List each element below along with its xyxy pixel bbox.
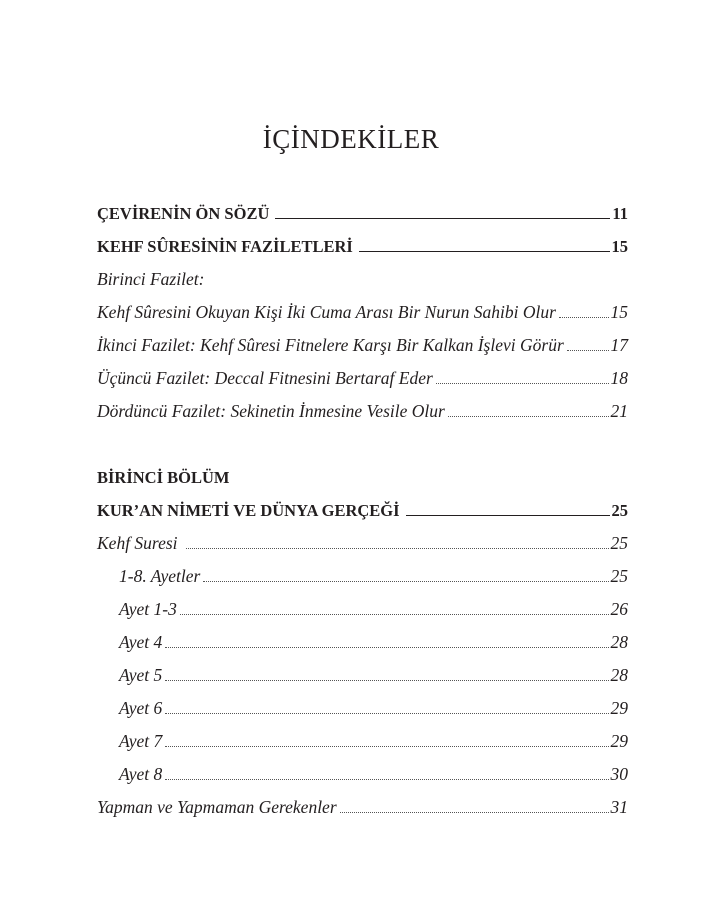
toc-entry-page: 25 — [610, 533, 628, 553]
leader-dots — [203, 581, 608, 582]
toc-entry-page: 17 — [610, 335, 628, 355]
toc-entry-page: 28 — [610, 632, 628, 652]
toc-entry-label: Ayet 1-3 — [119, 599, 177, 619]
leader-line — [406, 515, 610, 516]
toc-entry-label: Ayet 4 — [119, 632, 163, 652]
toc-entry-label: Ayet 5 — [119, 665, 163, 685]
toc-entry-page: 31 — [610, 797, 628, 817]
leader-dots — [165, 746, 608, 747]
toc-entry-yapman — [97, 792, 628, 818]
toc-entry-label: Dördüncü Fazilet: Sekinetin İnmesine Vesile Olur — [97, 401, 445, 421]
toc-entry-page: 15 — [611, 237, 628, 256]
leader-dots — [340, 812, 609, 813]
toc-entry-page: 11 — [612, 204, 628, 223]
toc-entry-label: Ayet 7 — [119, 731, 163, 751]
toc-entry-label: Yapman ve Yapmaman Gerekenler — [97, 797, 337, 817]
toc-entry-ayet-8 — [97, 759, 628, 785]
leader-dots — [165, 713, 608, 714]
toc-entry-page: 26 — [610, 599, 628, 619]
toc-entry-ayetler-1-8 — [97, 561, 628, 587]
toc-entry-ayet-4 — [97, 627, 628, 653]
leader-dots — [186, 548, 609, 549]
toc-entry-ayet-5 — [97, 660, 628, 686]
toc-entry-page: 15 — [610, 302, 628, 322]
toc-entry-page: 29 — [610, 698, 628, 718]
toc-entry-page: 28 — [610, 665, 628, 685]
toc-entry-label: 1-8. Ayetler — [119, 566, 201, 586]
toc-entry-page: 25 — [610, 566, 628, 586]
leader-dots — [559, 317, 609, 318]
toc-entry-dorduncu-fazilet — [97, 396, 628, 422]
toc-entry-label: Kehf Suresi — [97, 533, 178, 553]
leader-dots — [165, 647, 608, 648]
toc-entry-ayet-6 — [97, 693, 628, 719]
toc-entry-label: Üçüncü Fazilet: Deccal Fitnesini Bertaraf Eder — [97, 368, 433, 388]
toc-entry-ucuncu-fazilet — [97, 363, 628, 389]
toc-entry-faziletler — [97, 231, 628, 257]
leader-dots — [165, 779, 608, 780]
toc-entry-birinci-fazilet-heading — [97, 264, 628, 290]
page-title: İÇİNDEKİLER — [262, 124, 440, 154]
toc-entry-page: 25 — [611, 501, 628, 520]
leader-dots — [448, 416, 609, 417]
toc-entry-label: KEHF SÛRESİNİN FAZİLETLERİ — [97, 237, 353, 256]
toc-entry-label: Ayet 8 — [119, 764, 163, 784]
leader-dots — [436, 383, 609, 384]
leader-line — [275, 218, 610, 219]
toc-entry-page: 18 — [610, 368, 628, 388]
toc-entry-label: İkinci Fazilet: Kehf Sûresi Fitnelere Karşı Bir Kalkan İşlevi Görür — [97, 335, 564, 355]
toc-entry-ayet-1-3 — [97, 594, 628, 620]
toc-entry-label: ÇEVİRENİN ÖN SÖZÜ — [97, 204, 270, 223]
toc-entry-label: Birinci Fazilet: — [97, 269, 205, 289]
toc-entry-kuran-nimeti — [97, 495, 628, 521]
toc-entry-kehf-suresi — [97, 528, 628, 554]
toc-entry-label: BİRİNCİ BÖLÜM — [97, 468, 230, 487]
leader-dots — [165, 680, 608, 681]
leader-dots — [180, 614, 609, 615]
toc-entry-ceviren — [97, 198, 628, 224]
toc-entry-label: KUR’AN NİMETİ VE DÜNYA GERÇEĞİ — [97, 501, 400, 520]
toc-entry-page: 29 — [610, 731, 628, 751]
leader-line — [359, 251, 610, 252]
toc-entry-label: Ayet 6 — [119, 698, 163, 718]
toc-entry-ayet-7 — [97, 726, 628, 752]
toc-section-birinci-bolum — [97, 462, 628, 488]
toc-entry-ikinci-fazilet — [97, 330, 628, 356]
toc-entry-page: 21 — [610, 401, 628, 421]
toc-entry-label: Kehf Sûresini Okuyan Kişi İki Cuma Arası Bir Nurun Sahibi Olur — [97, 302, 556, 322]
toc-entry-page: 30 — [610, 764, 628, 784]
toc-entry-birinci-fazilet — [97, 297, 628, 323]
leader-dots — [567, 350, 609, 351]
